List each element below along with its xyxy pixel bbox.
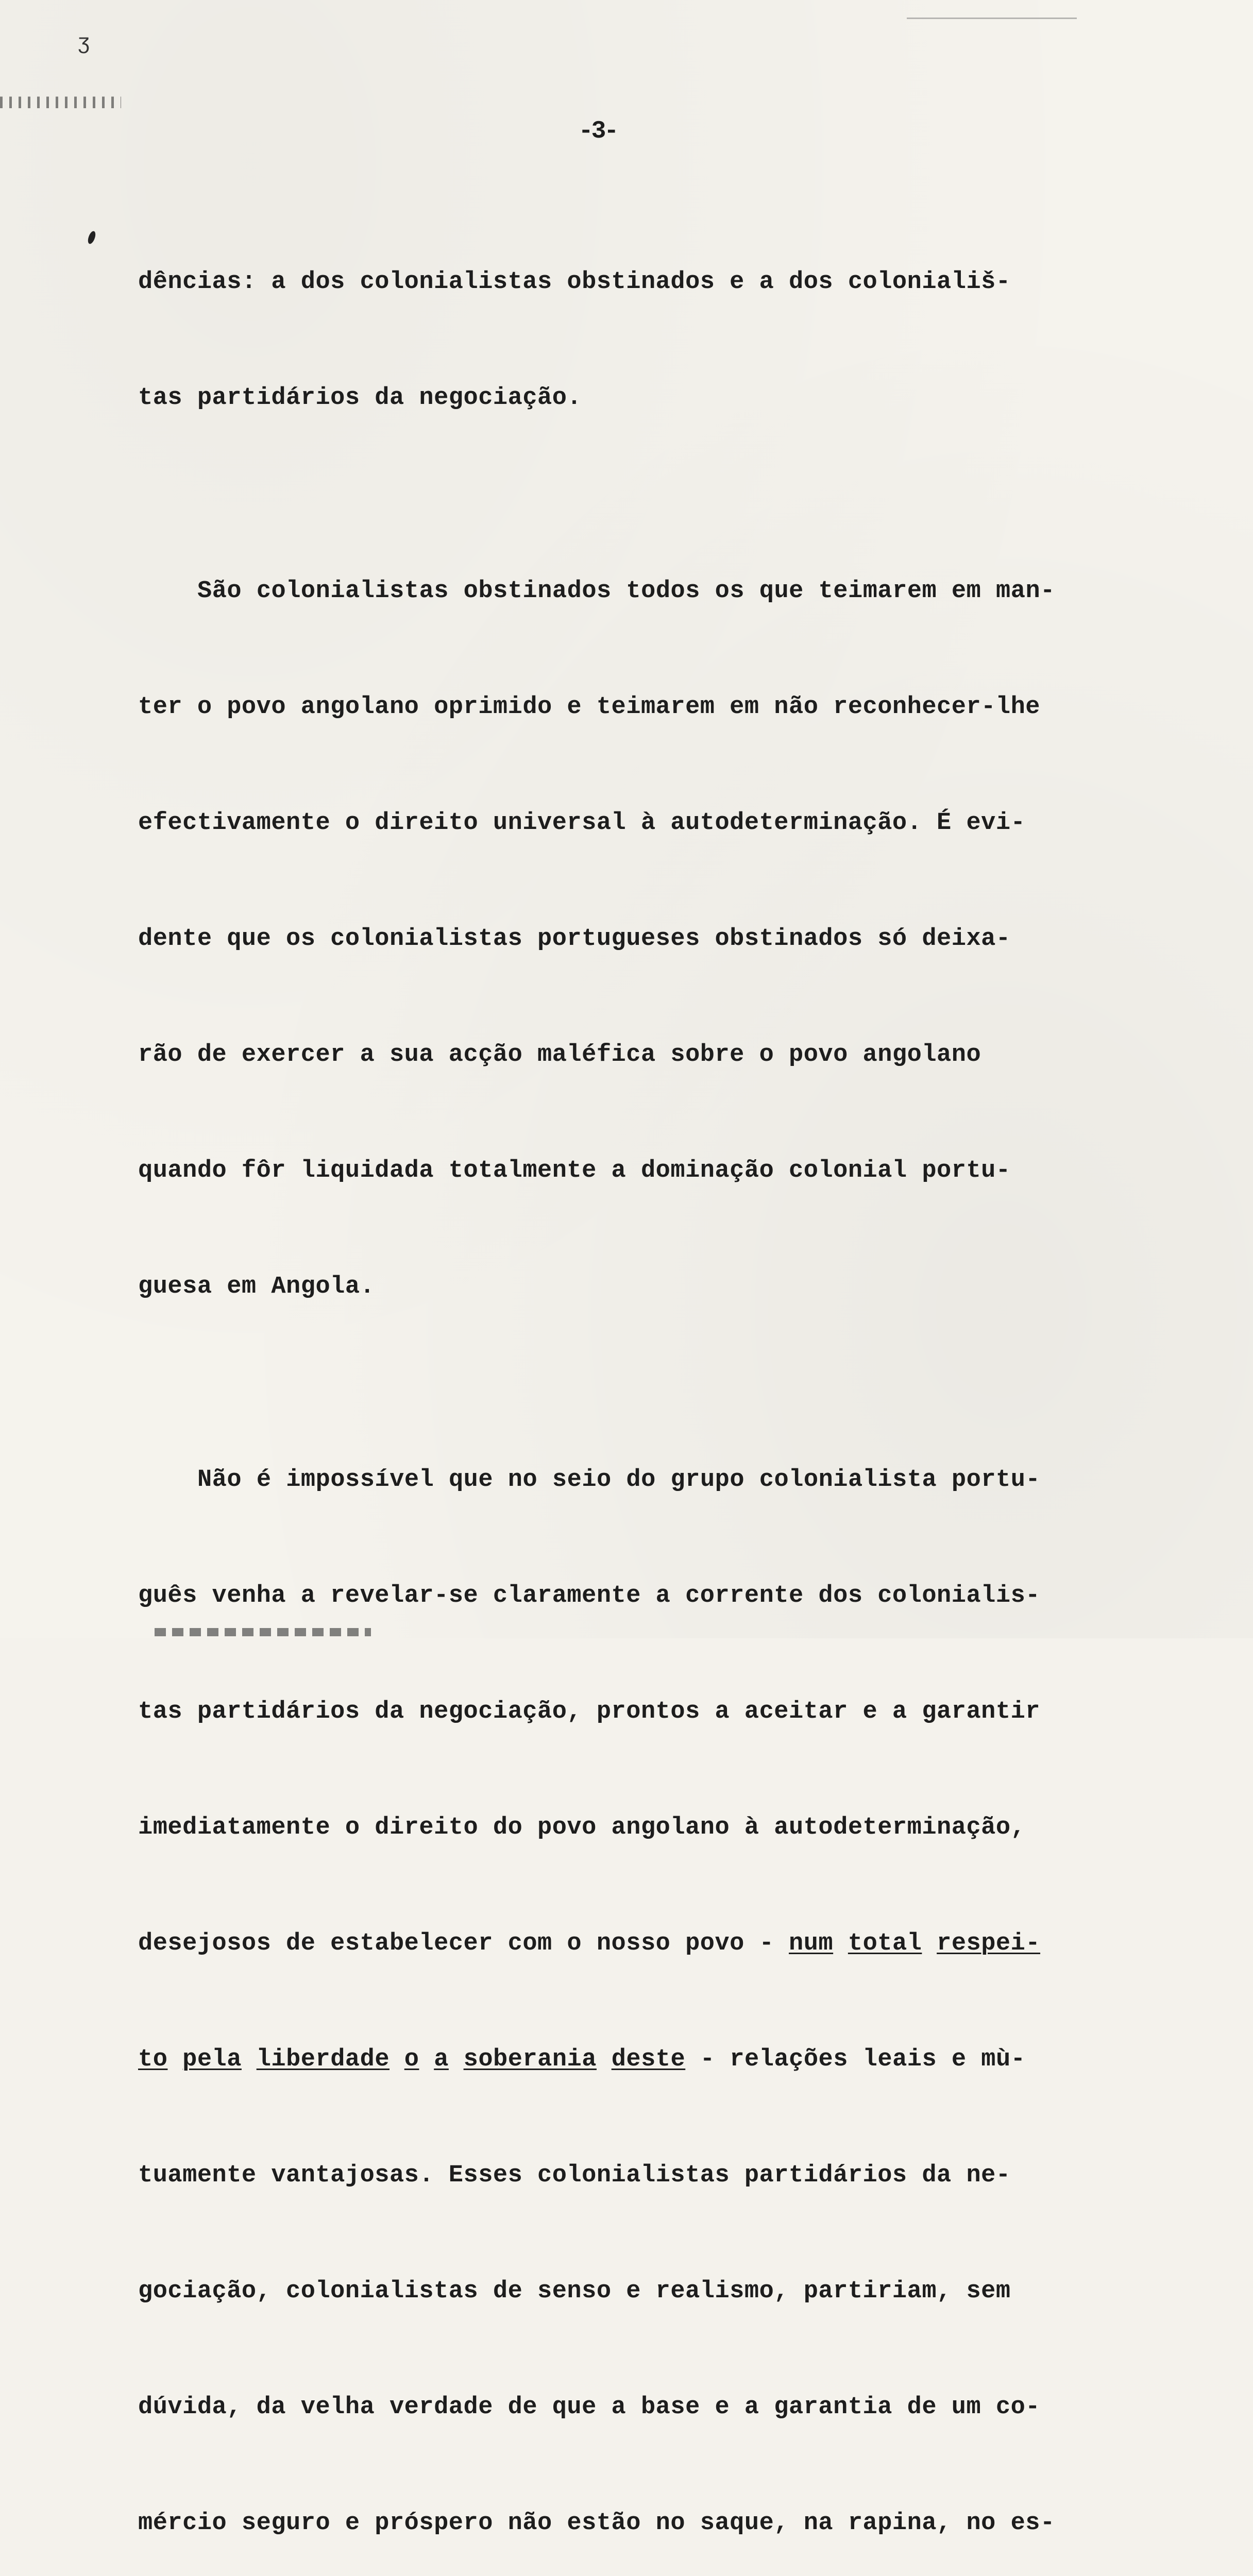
- text-line: São colonialistas obstinados todos os que teimarem em man-: [197, 578, 1055, 605]
- text-line: [138, 2040, 1117, 2079]
- underlined-word: liberdade: [256, 2046, 390, 2073]
- text-fragment: desejosos de estabelecer com o nosso povo -: [138, 1930, 789, 1957]
- underlined-word: to: [138, 2046, 168, 2073]
- underlined-word: respei-: [937, 1930, 1041, 1957]
- underlined-word: pela: [182, 2046, 242, 2073]
- text-line: dências: a dos colonialistas obstinados e a dos coloniališ-: [138, 268, 1011, 296]
- underlined-word: a: [434, 2046, 449, 2073]
- text-line: ter o povo angolano oprimido e teimarem em não reconhecer-lhe: [138, 693, 1040, 721]
- text-line: dente que os colonialistas portugueses obstinados só deixa-: [138, 925, 1011, 953]
- text-line: Não é impossível que no seio do grupo colonialista portu-: [197, 1466, 1041, 1494]
- text-line: tuamente vantajosas. Esses colonialistas partidários da ne-: [138, 2162, 1011, 2189]
- underlined-word: total: [848, 1930, 922, 1957]
- text-line: tas partidários da negociação.: [138, 384, 582, 412]
- underlined-word: soberania: [463, 2046, 597, 2073]
- text-line: rão de exercer a sua acção maléfica sobre o povo angolano: [138, 1041, 981, 1069]
- text-line: guesa em Angola.: [138, 1273, 375, 1300]
- text-line: dúvida, da velha verdade de que a base e a garantia de um co-: [138, 2394, 1040, 2421]
- underlined-word: deste: [611, 2046, 686, 2073]
- scan-artifact-rule: [907, 18, 1077, 19]
- text-line: efectivamente o direito universal à autodeterminação. É evi-: [138, 809, 1026, 837]
- text-line: gociação, colonialistas de senso e realismo, partiriam, sem: [138, 2278, 1011, 2305]
- underlined-word: num: [789, 1930, 834, 1957]
- text-fragment: - relações leais e mù-: [685, 2046, 1026, 2073]
- scan-artifact-marks: [0, 88, 121, 113]
- cut-off-footer-text: [155, 1628, 371, 1636]
- corner-mark: ʒ: [77, 31, 91, 56]
- page-number: -3-: [578, 117, 617, 145]
- text-line: quando fôr liquidada totalmente a dominação colonial portu-: [138, 1157, 1011, 1184]
- underlined-word: o: [404, 2046, 419, 2073]
- text-line: imediatamente o direito do povo angolano à autodeterminação,: [138, 1814, 1026, 1841]
- text-line: guês venha a revelar-se claramente a corrente dos colonialis-: [138, 1582, 1040, 1609]
- document-body: [138, 147, 1117, 2576]
- text-line: [138, 1924, 1117, 1963]
- text-line: tas partidários da negociação, prontos a aceitar e a garantir: [138, 1698, 1040, 1725]
- margin-ink-mark: [87, 230, 97, 245]
- text-line: mércio seguro e próspero não estão no saque, na rapina, no es-: [138, 2510, 1055, 2537]
